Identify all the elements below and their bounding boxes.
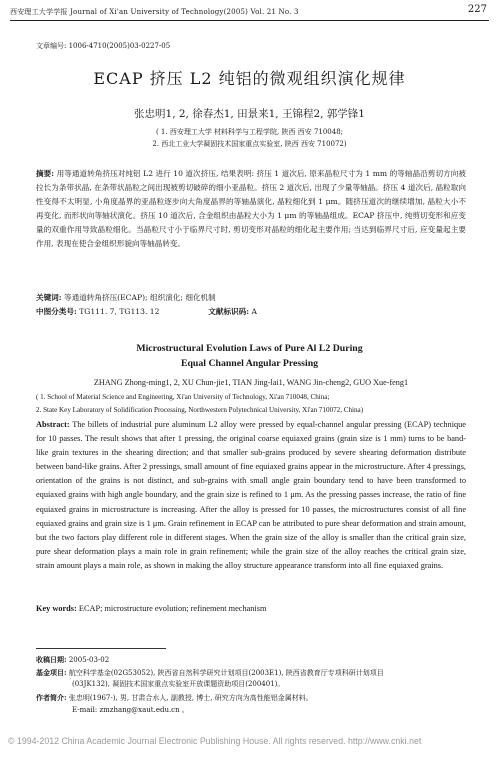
fund-label: 基金项目: <box>36 668 67 677</box>
copyright-footer: © 1994-2012 China Academic Journal Electronic Publishing House. All rights reserved. http://www.cnki.net <box>8 736 422 746</box>
english-affiliation-1: ( 1. School of Material Science and Engineering, Xi'an University of Technology, Xi'an 710048, China; <box>36 393 330 401</box>
keywords-cn <box>36 291 466 305</box>
received-label: 收稿日期: <box>36 655 67 664</box>
keywords-cn-text: 等通道转角挤压(ECAP); 组织演化; 细化机制 <box>64 293 216 302</box>
english-keywords-text: ECAP; microstructure evolution; refinement mechanism <box>78 604 267 613</box>
article-number: 文章编号: 1006-4710(2005)03-0227-05 <box>36 42 171 50</box>
english-abstract <box>36 418 466 573</box>
classification-line <box>36 305 466 319</box>
english-title-line-2: Equal Channel Angular Pressing <box>180 358 319 369</box>
classification-label: 中图分类号: <box>36 307 77 316</box>
doc-code: A <box>251 307 257 316</box>
english-title-line-1: Microstructural Evolution Laws of Pure Al L2 During <box>136 343 363 354</box>
english-keywords-label: Key words: <box>36 604 77 613</box>
footnote-rule <box>36 648 166 649</box>
running-header: 西安理工大学学报 Journal of Xi'an University of Technology(2005) Vol. 21 No. 3 <box>10 8 299 16</box>
english-authors: ZHANG Zhong-ming1, 2, XU Chun-jie1, TIAN Jing-lai1, WANG Jin-cheng2, GUO Xue-feng1 <box>93 378 409 387</box>
english-keywords <box>36 602 466 616</box>
author-email: E-mail: zmzhang@xaut.edu.cn 。 <box>72 706 189 714</box>
abstract-cn <box>36 167 466 251</box>
abstract-cn-text: 用等通道转角挤压对纯铝 L2 进行 10 道次挤压, 结果表明: 挤压 1 道次后, 原来晶粒尺寸为 1 mm 的等轴晶沿剪切方向被拉长为条带状晶, 在条带状晶粒之间出现被剪切破碎的细小亚晶粒。挤压 2 道次后, 出现了少量等轴晶。挤压 4 道次后, 晶粒取向性变得不太明显, 小角度晶界的亚晶粒逐步向大角度晶界的等轴晶演化, 晶粒细化到 1 μm。随挤压道次的继续增加, 晶粒大小不再变化, 而形状向等轴状演化。挤压 10 道次后, 合金组织由晶粒大小为 1 μm 的等轴晶组成。ECAP 挤压中, 纯剪切变形和应变量的双重作用导致晶粒细化。当晶粒尺寸小于临界尺寸时, 剪切变形对晶粒的细化起主要作用; 当达到临界尺寸后, 应变量起主要作用, 表现在使合金组织形貌向等轴晶转变。 <box>36 169 466 248</box>
abstract-cn-label: 摘要: <box>36 169 55 178</box>
author-bio-label: 作者简介: <box>36 693 67 702</box>
doc-code-label: 文献标识码: <box>208 307 250 316</box>
keywords-cn-label: 关键词: <box>36 293 62 302</box>
fund-line-1: 航空科学基金(02G53052), 陕西省自然科学研究计划项目(2003E1), 陕西省教育厅专项科研计划项目 <box>68 669 384 677</box>
author-list: 张忠明1, 2, 徐春杰1, 田景来1, 王锦程2, 郭学锋1 <box>134 108 365 120</box>
received-date: 2005-03-02 <box>68 656 110 664</box>
page-number: 227 <box>467 4 487 15</box>
classification-code: TG111. 7, TG113. 12 <box>79 307 160 316</box>
affiliation-1: ( 1. 西安理工大学 材料科学与工程学院, 陕西 西安 710048; <box>155 128 344 136</box>
paper-title: ECAP 挤压 L2 纯铝的微观组织演化规律 <box>93 69 406 88</box>
footnote-author <box>36 692 466 704</box>
affiliation-2: 2. 西北工业大学凝固技术国家重点实验室, 陕西 西安 710072) <box>152 140 347 148</box>
footnote-received <box>36 654 466 666</box>
english-abstract-text: The billets of industrial pure aluminum L2 alloy were pressed by equal-channel angular pressing (ECAP) technique for 10 passes. The result shows that after 1 pressing, the original coarse equiaxed grains (grain size is 1 mm) turns to be band-like grain textures in the shearing direction; and that smaller sub-grains produced by severe shearing deformation distribute between band-like grains. After 2 pressings, small amount of fine equiaxed grains appear in the microstructure. After 4 pressings, orientation of the grains is not distinct, and sub-grains with small angle grain boundary tend to have been transformed to equiaxed grains with high angle boundary, and the grain size is refined to 1 μm. As the pressing passes increase, the ratio of fine equiaxed grains in microstructure is increasing. After the alloy is pressed for 10 passes, the microstructures consist of all fine equiaxed grains and grain size is 1 μm. Grain refinement in ECAP can be attributed to pure shear deformation and strain amount, but the two factors play different role in different stages. When the grain size of the alloy is smaller than the critical grain size, pure shear deformation plays a main role in grain refinement; while the grain size of the alloy reaches the critical grain size, strain amount plays a main role, as shown in making the alloy structure appearance transform into all fine equiaxed grains. <box>36 420 466 570</box>
fund-line-2: (03JK132), 凝固技术国家重点实验室开放课题资助项目(200401)。 <box>72 680 285 688</box>
english-abstract-label: Abstract: <box>36 420 70 429</box>
author-bio-line-1: 张忠明(1967-), 男, 甘肃合水人, 副教授, 博士, 研究方向为高性能铝金属材料。 <box>68 694 313 702</box>
header-rule <box>10 20 489 21</box>
footnote-fund <box>36 667 466 679</box>
english-affiliation-2: 2. State Key Laboratory of Solidification Processing, Northwestern Polytechnical University, Xi'an 710072, China) <box>36 406 364 414</box>
